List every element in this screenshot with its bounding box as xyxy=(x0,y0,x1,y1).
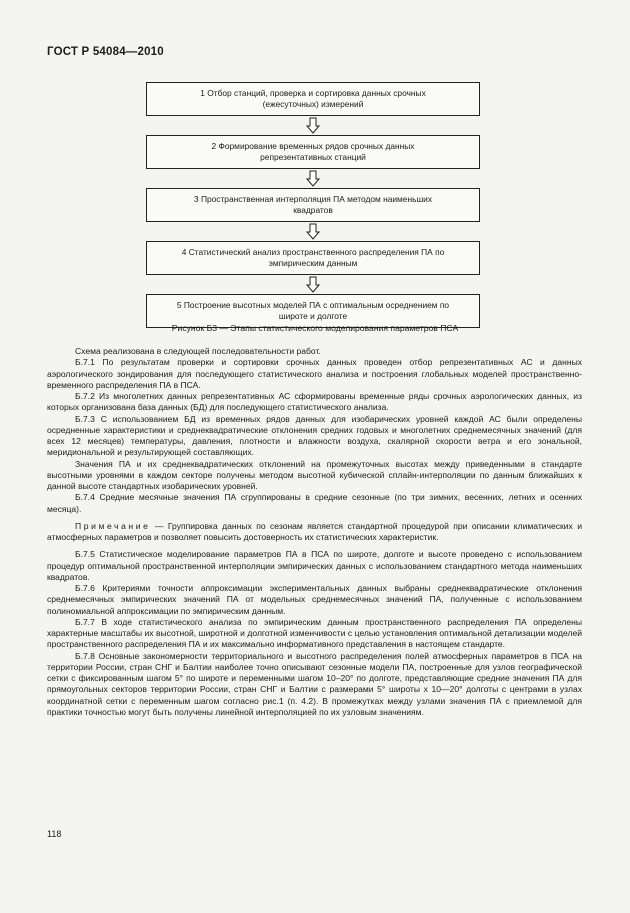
flow-arrow-4 xyxy=(146,275,480,294)
document-header: ГОСТ Р 54084—2010 xyxy=(47,46,164,58)
note-label: Примечание xyxy=(75,520,151,531)
body-text xyxy=(47,346,582,718)
flow-step-5: 5 Построение высотных моделей ПА с оптимальным осреднением по широте и долготе xyxy=(146,294,480,328)
note-text: — Группировка данных по сезонам является стандартной процедурой при описании климатических и атмосферных параметров и позволяет повысить достоверность их статистических характеристик. xyxy=(47,520,582,542)
paragraph-b76: Б.7.6 Критериями точности аппроксимации экспериментальных данных выбраны среднеквадратические отклонения среднемесячных эмпирических значений ПА от модельных среднемесячных значений ПА, полученные с использованием полиномиальной аппроксимации по эмпирическим данным. xyxy=(47,583,582,616)
paragraph-b74: Б.7.4 Средние месячные значения ПА сгруппированы в средние сезонные (по три зимних, весенних, летних и осенних месяца). xyxy=(47,492,582,514)
flow-step-2: 2 Формирование временных рядов срочных данных репрезентативных станций xyxy=(146,135,480,169)
down-arrow-icon xyxy=(306,170,320,187)
paragraph-b77: Б.7.7 В ходе статистического анализа по эмпирическим данным пространственного распределения ПА определены характерные масштабы их высотной, широтной и долготной изменчивости с целью установления оптимальной детализации моделей пространственного распределения ПА и их максимально информативного представления в настоящем стандарте. xyxy=(47,616,582,650)
paragraph-b72: Б.7.2 Из многолетних данных репрезентативных АС сформированы временные ряды срочных аэрологических данных, из которых организована база данных (БД) для последующего статистического анализа. xyxy=(47,391,582,413)
paragraph-interpolation: Значения ПА и их среднеквадратических отклонений на промежуточных высотах между приведенными в стандарте высотными уровнями в каждом секторе получены методом высотной кубической сплайн-интерполяции по данным ближайших к данной высоте стандартных изобарических уровней. xyxy=(47,458,582,491)
paragraph-b71: Б.7.1 По результатам проверки и сортировки срочных данных проведен отбор репрезентативных АС и данных аэрологического зондирования для последующего статистического анализа и построения глобальных моделей пространственно-временного распределения ПА в ПСА. xyxy=(47,357,582,390)
down-arrow-icon xyxy=(306,276,320,293)
paragraph-b78: Б.7.8 Основные закономерности территориального и высотного распределения полей атмосферных параметров в ПСА на территории России, стран СНГ и Балтии наиболее точно описывают сезонные модели ПА, построенные для узлов географической сетки с фиксированным шагом 5° по широте и переменными шагом 10–20° по долготе, представляющие средние значения ПА для прямоугольных секторов территории России, стран СНГ и Балтии с размерами 5° широты х 10—20° долготы с центрами в узлах координатной сетки с переменным шагом согласно рис.1 (п. 4.2). В промежутках между узлами значения ПА с приемлемой для практики точностью могут быть получены линейной интерполяцией по их узловым значениям. xyxy=(47,650,582,717)
flow-step-4: 4 Статистический анализ пространственного распределения ПА по эмпирическим данным xyxy=(146,241,480,275)
flow-step-3: 3 Пространственная интерполяция ПА методом наименьших квадратов xyxy=(146,188,480,222)
figure-caption: Рисунок Б3 — Этапы статистического моделирования параметров ПСА xyxy=(171,323,459,333)
flowchart xyxy=(146,82,480,328)
flow-step-1: 1 Отбор станций, проверка и сортировка данных срочных (ежесуточных) измерений xyxy=(146,82,480,116)
paragraph-intro: Схема реализована в следующей последовательности работ. xyxy=(75,346,321,356)
paragraph-b75: Б.7.5 Статистическое моделирование параметров ПА в ПСА по широте, долготе и высоте проведено с использованием процедур оптимальной пространственной интерполяции эмпирических данных с использованием стандартного метода наименьших квадратов. xyxy=(47,549,582,582)
note xyxy=(47,521,582,544)
flow-arrow-2 xyxy=(146,169,480,188)
down-arrow-icon xyxy=(306,117,320,134)
flow-arrow-1 xyxy=(146,116,480,135)
page-number: 118 xyxy=(47,829,62,839)
paragraph-b73: Б.7.3 С использованием БД из временных рядов данных для изобарических уровней каждой АС были определены осредненные характеристики и среднеквадратические отклонения средних годовых и многолетних среднемесячных значений (для всех 12 месяцев) температуры, давления, плотности и влажности воздуха, скалярной скорости ветра и его зональной, меридиональной и результирующей составляющих. xyxy=(47,413,582,458)
down-arrow-icon xyxy=(306,223,320,240)
flow-arrow-3 xyxy=(146,222,480,241)
